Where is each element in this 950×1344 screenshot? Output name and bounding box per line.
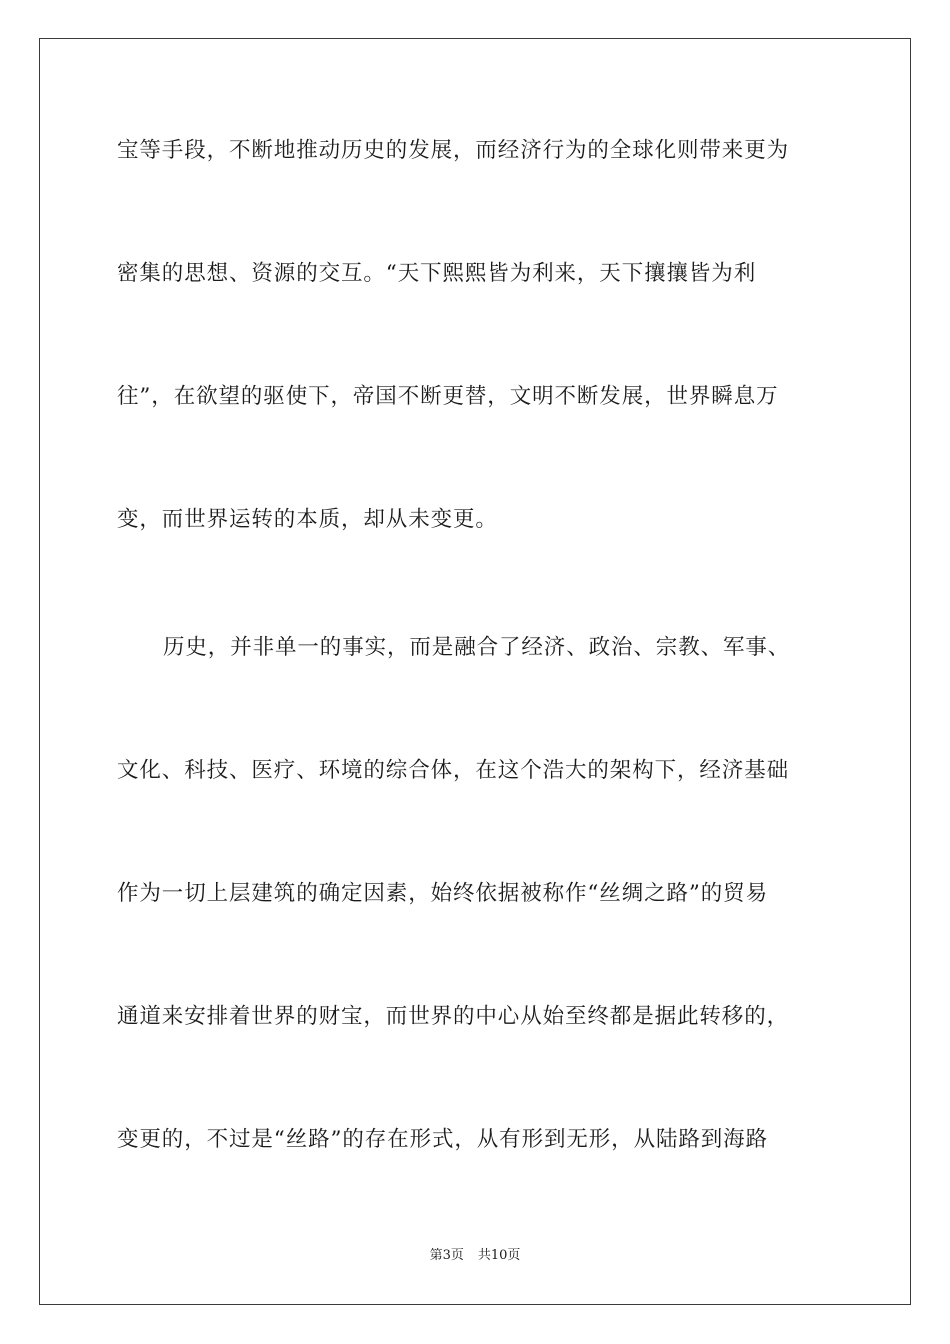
paragraph-line: 通道来安排着世界的财宝，而世界的中心从始至终都是据此转移的， — [117, 1004, 790, 1029]
paragraph-line: 宝等手段，不断地推动历史的发展，而经济行为的全球化则带来更为 — [117, 138, 790, 163]
page-total: 共10页 — [477, 1248, 521, 1263]
paragraph-line: 密集的思想、资源的交互。“天下熙熙皆为利来，天下攘攘皆为利 — [117, 261, 757, 286]
page-footer — [0, 1248, 950, 1264]
paragraph-line: 历史，并非单一的事实，而是融合了经济、政治、宗教、军事、 — [163, 635, 791, 660]
page-border — [39, 38, 911, 1305]
paragraph-line: 作为一切上层建筑的确定因素，始终依据被称作“丝绸之路”的贸易 — [117, 881, 768, 906]
paragraph-line: 变，而世界运转的本质，却从未变更。 — [117, 507, 498, 532]
page-number: 第3页 — [429, 1248, 464, 1263]
paragraph-line: 文化、科技、医疗、环境的综合体，在这个浩大的架构下，经济基础 — [117, 758, 790, 783]
paragraph-line: 往”，在欲望的驱使下，帝国不断更替，文明不断发展，世界瞬息万 — [117, 384, 779, 409]
paragraph-line: 变更的，不过是“丝路”的存在形式，从有形到无形，从陆路到海路 — [117, 1127, 768, 1152]
